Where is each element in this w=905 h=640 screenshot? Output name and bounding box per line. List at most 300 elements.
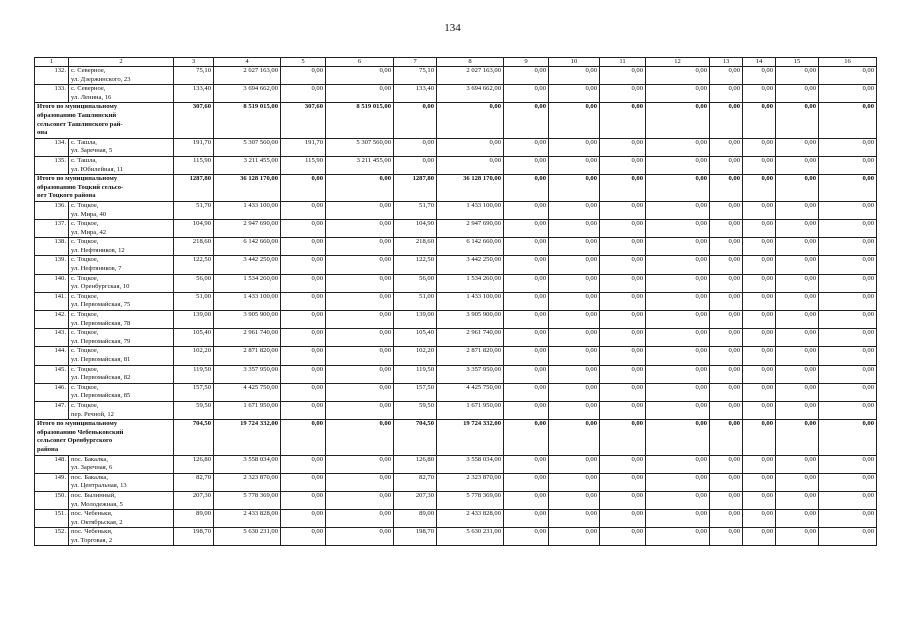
value-cell: 0,00 <box>776 103 819 138</box>
value-cell: 0,00 <box>819 103 877 138</box>
address-cell <box>69 292 174 310</box>
value-cell: 0,00 <box>549 401 600 419</box>
row-number: 152. <box>35 528 69 546</box>
value-cell: 51,70 <box>394 201 437 219</box>
value-cell: 0,00 <box>710 347 743 365</box>
address-line: ул. Мира, 40 <box>71 210 107 218</box>
row-number: 137. <box>35 220 69 238</box>
value-cell: 1 433 100,00 <box>214 292 281 310</box>
value-cell: 126,80 <box>394 455 437 473</box>
row-number: 132. <box>35 67 69 85</box>
value-cell: 0,00 <box>819 201 877 219</box>
value-cell: 0,00 <box>819 220 877 238</box>
value-cell: 0,00 <box>646 85 710 103</box>
value-cell: 1 534 260,00 <box>214 274 281 292</box>
column-number: 4 <box>214 58 281 67</box>
value-cell: 0,00 <box>646 365 710 383</box>
subtotal-label-line: Итого по муниципальному <box>37 103 118 111</box>
value-cell: 307,60 <box>281 103 326 138</box>
value-cell: 0,00 <box>504 329 549 347</box>
value-cell: 0,00 <box>549 491 600 509</box>
value-cell: 0,00 <box>646 274 710 292</box>
value-cell: 0,00 <box>504 67 549 85</box>
value-cell: 3 694 662,00 <box>214 85 281 103</box>
value-cell: 0,00 <box>710 238 743 256</box>
address-line: ул. Ленина, 16 <box>71 93 112 101</box>
row-number: 134. <box>35 138 69 156</box>
value-cell: 89,00 <box>394 510 437 528</box>
value-cell: 1 433 100,00 <box>437 292 504 310</box>
value-cell: 0,00 <box>776 274 819 292</box>
address-cell <box>69 510 174 528</box>
value-cell: 139,00 <box>174 311 214 329</box>
value-cell: 102,20 <box>174 347 214 365</box>
value-cell: 139,00 <box>394 311 437 329</box>
value-cell: 0,00 <box>326 347 394 365</box>
value-cell: 0,00 <box>326 311 394 329</box>
column-number: 11 <box>600 58 646 67</box>
address-line: с. Тоцкое, <box>71 274 99 282</box>
value-cell: 0,00 <box>710 473 743 491</box>
value-cell: 0,00 <box>549 256 600 274</box>
value-cell: 3 905 900,00 <box>214 311 281 329</box>
value-cell: 0,00 <box>710 85 743 103</box>
value-cell: 0,00 <box>549 528 600 546</box>
value-cell: 3 694 662,00 <box>437 85 504 103</box>
value-cell: 0,00 <box>646 138 710 156</box>
table-row <box>35 329 877 347</box>
value-cell: 0,00 <box>504 175 549 202</box>
value-cell: 191,70 <box>174 138 214 156</box>
value-cell: 0,00 <box>326 401 394 419</box>
value-cell: 0,00 <box>710 67 743 85</box>
value-cell: 0,00 <box>549 220 600 238</box>
value-cell: 0,00 <box>326 420 394 455</box>
value-cell: 0,00 <box>646 201 710 219</box>
value-cell: 198,70 <box>394 528 437 546</box>
value-cell: 0,00 <box>776 256 819 274</box>
value-cell: 1287,80 <box>394 175 437 202</box>
value-cell: 2 947 690,00 <box>214 220 281 238</box>
value-cell: 0,00 <box>549 383 600 401</box>
column-number: 8 <box>437 58 504 67</box>
address-cell <box>69 220 174 238</box>
value-cell: 0,00 <box>646 347 710 365</box>
value-cell: 0,00 <box>504 510 549 528</box>
value-cell: 0,00 <box>326 175 394 202</box>
address-cell <box>69 256 174 274</box>
row-number: 135. <box>35 156 69 174</box>
value-cell: 105,40 <box>174 329 214 347</box>
column-number: 10 <box>549 58 600 67</box>
value-cell: 0,00 <box>710 201 743 219</box>
value-cell: 0,00 <box>600 138 646 156</box>
table-row <box>35 238 877 256</box>
row-number: 139. <box>35 256 69 274</box>
value-cell: 0,00 <box>646 329 710 347</box>
table-row <box>35 473 877 491</box>
value-cell: 1 534 260,00 <box>437 274 504 292</box>
address-line: с. Тоцкое, <box>71 220 99 228</box>
column-number: 6 <box>326 58 394 67</box>
value-cell: 2 323 870,00 <box>437 473 504 491</box>
address-line: ул. Заречная, 5 <box>71 147 113 155</box>
value-cell: 218,60 <box>174 238 214 256</box>
value-cell: 0,00 <box>819 365 877 383</box>
value-cell: 0,00 <box>743 383 776 401</box>
value-cell: 0,00 <box>600 365 646 383</box>
value-cell: 0,00 <box>326 473 394 491</box>
table-row <box>35 401 877 419</box>
value-cell: 0,00 <box>600 238 646 256</box>
value-cell: 0,00 <box>504 201 549 219</box>
value-cell: 0,00 <box>776 175 819 202</box>
table-row <box>35 292 877 310</box>
subtotal-label-line: района <box>37 445 59 453</box>
value-cell: 1 671 950,00 <box>214 401 281 419</box>
value-cell: 0,00 <box>776 491 819 509</box>
table-row <box>35 67 877 85</box>
value-cell: 0,00 <box>743 201 776 219</box>
value-cell: 0,00 <box>819 473 877 491</box>
value-cell: 0,00 <box>819 292 877 310</box>
value-cell: 0,00 <box>743 220 776 238</box>
value-cell: 0,00 <box>326 528 394 546</box>
address-line: ул. Нефтяников, 7 <box>71 265 122 273</box>
address-line: с. Тоцкое, <box>71 201 99 209</box>
value-cell: 704,50 <box>394 420 437 455</box>
value-cell: 0,00 <box>646 510 710 528</box>
value-cell: 207,30 <box>174 491 214 509</box>
value-cell: 0,00 <box>281 455 326 473</box>
table-row <box>35 311 877 329</box>
address-cell <box>69 473 174 491</box>
value-cell: 8 519 015,00 <box>214 103 281 138</box>
value-cell: 0,00 <box>504 528 549 546</box>
value-cell: 2 027 163,00 <box>214 67 281 85</box>
value-cell: 5 630 231,00 <box>214 528 281 546</box>
value-cell: 115,90 <box>174 156 214 174</box>
address-line: с. Тоцкое, <box>71 401 99 409</box>
row-number: 146. <box>35 383 69 401</box>
subtotal-label-line: Итого по муниципальному <box>37 420 118 428</box>
value-cell: 0,00 <box>504 365 549 383</box>
table-row <box>35 85 877 103</box>
value-cell: 0,00 <box>600 420 646 455</box>
value-cell: 0,00 <box>281 401 326 419</box>
column-number: 5 <box>281 58 326 67</box>
value-cell: 1 433 100,00 <box>437 201 504 219</box>
value-cell: 0,00 <box>549 510 600 528</box>
value-cell: 0,00 <box>776 365 819 383</box>
value-cell: 0,00 <box>281 67 326 85</box>
value-cell: 0,00 <box>549 201 600 219</box>
value-cell: 0,00 <box>600 329 646 347</box>
value-cell: 0,00 <box>326 220 394 238</box>
address-line: с. Северное, <box>71 85 106 93</box>
address-line: ул. Первомайская, 82 <box>71 374 131 382</box>
value-cell: 0,00 <box>281 220 326 238</box>
value-cell: 19 724 332,00 <box>214 420 281 455</box>
column-number: 1 <box>35 58 69 67</box>
value-cell: 0,00 <box>600 292 646 310</box>
column-number: 2 <box>69 58 174 67</box>
value-cell: 0,00 <box>549 347 600 365</box>
table-row <box>35 256 877 274</box>
value-cell: 0,00 <box>549 85 600 103</box>
value-cell: 0,00 <box>646 238 710 256</box>
value-cell: 0,00 <box>326 274 394 292</box>
subtotal-label-line: сельсовет Ташлинского рай- <box>37 120 123 128</box>
value-cell: 3 558 034,00 <box>437 455 504 473</box>
value-cell: 6 142 660,00 <box>437 238 504 256</box>
value-cell: 0,00 <box>646 528 710 546</box>
value-cell: 0,00 <box>776 201 819 219</box>
value-cell: 0,00 <box>743 238 776 256</box>
address-line: с. Северное, <box>71 67 106 74</box>
value-cell: 0,00 <box>646 156 710 174</box>
value-cell: 0,00 <box>281 311 326 329</box>
table-row <box>35 365 877 383</box>
value-cell: 0,00 <box>710 420 743 455</box>
value-cell: 75,10 <box>174 67 214 85</box>
value-cell: 3 442 250,00 <box>437 256 504 274</box>
value-cell: 5 307 560,00 <box>214 138 281 156</box>
value-cell: 0,00 <box>819 455 877 473</box>
address-line: ул. Нефтяников, 12 <box>71 246 125 254</box>
value-cell: 2 433 828,00 <box>214 510 281 528</box>
value-cell: 218,60 <box>394 238 437 256</box>
row-number: 138. <box>35 238 69 256</box>
value-cell: 0,00 <box>776 220 819 238</box>
value-cell: 0,00 <box>743 455 776 473</box>
subtotal-label <box>35 103 174 138</box>
value-cell: 0,00 <box>743 420 776 455</box>
column-number-row <box>35 58 877 67</box>
value-cell: 0,00 <box>600 256 646 274</box>
value-cell: 19 724 332,00 <box>437 420 504 455</box>
address-line: с. Тоцкое, <box>71 311 99 319</box>
value-cell: 56,00 <box>174 274 214 292</box>
value-cell: 0,00 <box>710 292 743 310</box>
subtotal-row <box>35 420 877 455</box>
value-cell: 1 671 950,00 <box>437 401 504 419</box>
value-cell: 0,00 <box>819 383 877 401</box>
value-cell: 0,00 <box>437 156 504 174</box>
subtotal-label-line: образованию Чебеньковский <box>37 428 124 436</box>
value-cell: 0,00 <box>743 103 776 138</box>
value-cell: 0,00 <box>819 274 877 292</box>
value-cell: 0,00 <box>743 473 776 491</box>
value-cell: 59,50 <box>174 401 214 419</box>
address-cell <box>69 401 174 419</box>
value-cell: 119,50 <box>174 365 214 383</box>
value-cell: 0,00 <box>819 238 877 256</box>
address-line: ул. Октябрьская, 2 <box>71 518 123 526</box>
value-cell: 0,00 <box>743 256 776 274</box>
value-cell: 0,00 <box>646 473 710 491</box>
page-number: 134 <box>444 22 461 34</box>
value-cell: 0,00 <box>281 85 326 103</box>
value-cell: 157,50 <box>174 383 214 401</box>
column-number: 9 <box>504 58 549 67</box>
value-cell: 0,00 <box>326 455 394 473</box>
value-cell: 0,00 <box>281 510 326 528</box>
value-cell: 0,00 <box>281 365 326 383</box>
subtotal-label-line: Итого по муниципальному <box>37 175 118 183</box>
value-cell: 0,00 <box>819 311 877 329</box>
value-cell: 0,00 <box>710 365 743 383</box>
subtotal-label-line: она <box>37 129 48 137</box>
value-cell: 2 961 740,00 <box>214 329 281 347</box>
value-cell: 0,00 <box>743 175 776 202</box>
value-cell: 0,00 <box>819 329 877 347</box>
table-row <box>35 383 877 401</box>
value-cell: 36 128 170,00 <box>437 175 504 202</box>
value-cell: 0,00 <box>710 329 743 347</box>
address-line: ул. Дзержинского, 23 <box>71 75 131 83</box>
value-cell: 0,00 <box>504 383 549 401</box>
address-cell <box>69 491 174 509</box>
address-line: ул. Молодежная, 5 <box>71 500 123 508</box>
value-cell: 0,00 <box>710 103 743 138</box>
row-number: 136. <box>35 201 69 219</box>
value-cell: 2 871 820,00 <box>437 347 504 365</box>
value-cell: 0,00 <box>437 103 504 138</box>
subtotal-label-line: вет Тоцкого района <box>37 192 96 200</box>
value-cell: 0,00 <box>326 491 394 509</box>
value-cell: 0,00 <box>646 455 710 473</box>
value-cell: 0,00 <box>743 347 776 365</box>
value-cell: 0,00 <box>819 401 877 419</box>
value-cell: 0,00 <box>743 311 776 329</box>
value-cell: 0,00 <box>504 103 549 138</box>
value-cell: 0,00 <box>281 383 326 401</box>
value-cell: 704,50 <box>174 420 214 455</box>
value-cell: 133,40 <box>174 85 214 103</box>
value-cell: 2 961 740,00 <box>437 329 504 347</box>
row-number: 145. <box>35 365 69 383</box>
value-cell: 0,00 <box>819 156 877 174</box>
address-line: пос. Былинный, <box>71 491 116 499</box>
value-cell: 104,90 <box>394 220 437 238</box>
value-cell: 105,40 <box>394 329 437 347</box>
value-cell: 0,00 <box>710 256 743 274</box>
value-cell: 0,00 <box>819 85 877 103</box>
value-cell: 0,00 <box>600 383 646 401</box>
value-cell: 0,00 <box>743 292 776 310</box>
value-cell: 56,00 <box>394 274 437 292</box>
value-cell: 0,00 <box>646 175 710 202</box>
value-cell: 207,30 <box>394 491 437 509</box>
value-cell: 2 027 163,00 <box>437 67 504 85</box>
value-cell: 3 211 455,00 <box>326 156 394 174</box>
value-cell: 0,00 <box>600 175 646 202</box>
value-cell: 0,00 <box>710 311 743 329</box>
value-cell: 0,00 <box>600 67 646 85</box>
row-number: 150. <box>35 491 69 509</box>
address-line: с. Тоцкое, <box>71 292 99 300</box>
value-cell: 0,00 <box>600 491 646 509</box>
value-cell: 0,00 <box>326 256 394 274</box>
value-cell: 0,00 <box>600 528 646 546</box>
value-cell: 0,00 <box>326 365 394 383</box>
value-cell: 0,00 <box>504 420 549 455</box>
value-cell: 0,00 <box>819 175 877 202</box>
value-cell: 3 558 034,00 <box>214 455 281 473</box>
value-cell: 0,00 <box>600 220 646 238</box>
value-cell: 0,00 <box>743 67 776 85</box>
row-number: 141. <box>35 292 69 310</box>
value-cell: 2 433 828,00 <box>437 510 504 528</box>
subtotal-label-line: сельсовет Оренбургского <box>37 437 113 445</box>
value-cell: 0,00 <box>819 510 877 528</box>
value-cell: 0,00 <box>743 491 776 509</box>
value-cell: 6 142 660,00 <box>214 238 281 256</box>
subtotal-row <box>35 103 877 138</box>
value-cell: 0,00 <box>776 67 819 85</box>
value-cell: 104,90 <box>174 220 214 238</box>
value-cell: 0,00 <box>743 528 776 546</box>
value-cell: 0,00 <box>600 156 646 174</box>
value-cell: 0,00 <box>776 156 819 174</box>
value-cell: 0,00 <box>600 311 646 329</box>
value-cell: 0,00 <box>549 420 600 455</box>
value-cell: 307,60 <box>174 103 214 138</box>
value-cell: 0,00 <box>646 311 710 329</box>
value-cell: 3 357 950,00 <box>437 365 504 383</box>
value-cell: 0,00 <box>743 274 776 292</box>
value-cell: 0,00 <box>646 420 710 455</box>
value-cell: 0,00 <box>549 274 600 292</box>
value-cell: 0,00 <box>281 238 326 256</box>
column-number: 15 <box>776 58 819 67</box>
value-cell: 0,00 <box>504 491 549 509</box>
address-line: с. Тоцкое, <box>71 383 99 391</box>
subtotal-label <box>35 420 174 455</box>
value-cell: 126,80 <box>174 455 214 473</box>
value-cell: 0,00 <box>710 491 743 509</box>
value-cell: 0,00 <box>710 156 743 174</box>
value-cell: 0,00 <box>394 156 437 174</box>
address-cell <box>69 365 174 383</box>
address-line: с. Тоцкое, <box>71 365 99 373</box>
table-row <box>35 455 877 473</box>
value-cell: 0,00 <box>776 510 819 528</box>
value-cell: 0,00 <box>549 103 600 138</box>
value-cell: 0,00 <box>504 238 549 256</box>
value-cell: 0,00 <box>281 528 326 546</box>
address-cell <box>69 347 174 365</box>
table-row <box>35 138 877 156</box>
column-number: 3 <box>174 58 214 67</box>
row-number: 142. <box>35 311 69 329</box>
value-cell: 0,00 <box>281 347 326 365</box>
value-cell: 0,00 <box>504 473 549 491</box>
subtotal-label-line: образованию Ташлинский <box>37 111 117 119</box>
value-cell: 0,00 <box>646 256 710 274</box>
row-number: 148. <box>35 455 69 473</box>
value-cell: 0,00 <box>743 401 776 419</box>
value-cell: 115,90 <box>281 156 326 174</box>
value-cell: 119,50 <box>394 365 437 383</box>
value-cell: 0,00 <box>600 201 646 219</box>
value-cell: 0,00 <box>819 528 877 546</box>
subtotal-label-line: образованию Тоцкий сельсо- <box>37 183 124 191</box>
table-row <box>35 220 877 238</box>
value-cell: 0,00 <box>504 292 549 310</box>
housing-table <box>34 57 877 546</box>
